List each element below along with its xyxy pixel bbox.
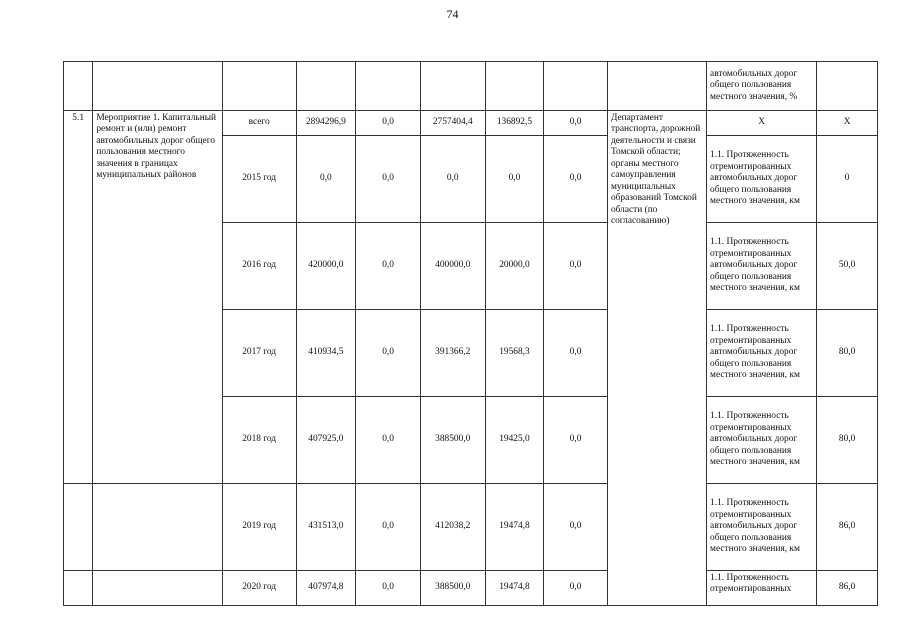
cell-empty (420, 62, 485, 111)
period-cell: 2015 год (222, 136, 296, 223)
cell-empty (544, 62, 608, 111)
period-cell: 2016 год (222, 223, 296, 310)
indicator-value: 86,0 (817, 571, 878, 606)
value-cell: 0,0 (356, 484, 421, 571)
value-cell: 2757404,4 (420, 111, 485, 136)
value-cell: 388500,0 (420, 397, 485, 484)
cell-empty (64, 62, 93, 111)
value-cell: 19568,3 (485, 310, 544, 397)
indicator-cell: автомобильных дорог общего пользования местного значения, % (707, 62, 817, 111)
period-cell: 2018 год (222, 397, 296, 484)
indicator-value: 50,0 (817, 223, 878, 310)
table-row-continuation (64, 62, 878, 111)
responsible-executor: Департамент транспорта, дорожной деятельности и связи Томской области; органы местного самоуправления муниципальных образований Томской области (по согласованию) (607, 111, 706, 606)
cell-empty (485, 62, 544, 111)
indicator-value: 80,0 (817, 310, 878, 397)
value-cell: 0,0 (544, 136, 608, 223)
value-cell: 0,0 (485, 136, 544, 223)
total-cell: 420000,0 (296, 223, 356, 310)
value-cell: 0,0 (356, 136, 421, 223)
cell-empty (222, 62, 296, 111)
measure-name: Мероприятие 1. Капитальный ремонт и (или) ремонт автомобильных дорог общего пользования местного значения в границах муниципальных районов (93, 111, 222, 484)
value-cell: 19425,0 (485, 397, 544, 484)
value-cell: 0,0 (356, 310, 421, 397)
total-cell: 407974,8 (296, 571, 356, 606)
cell-empty (296, 62, 356, 111)
value-cell: 0,0 (544, 484, 608, 571)
value-cell: 19474,8 (485, 484, 544, 571)
value-cell: 0,0 (420, 136, 485, 223)
period-cell: всего (222, 111, 296, 136)
table-row (64, 484, 878, 571)
value-cell: 0,0 (544, 397, 608, 484)
cell-empty (93, 571, 222, 606)
indicator-value: 80,0 (817, 397, 878, 484)
value-cell: 391366,2 (420, 310, 485, 397)
page-number: 74 (446, 7, 459, 21)
value-cell: 0,0 (356, 111, 421, 136)
total-cell: 431513,0 (296, 484, 356, 571)
total-cell: 0,0 (296, 136, 356, 223)
indicator-cell: 1.1. Протяженность отремонтированных автомобильных дорог общего пользования местного значения, км (707, 223, 817, 310)
period-cell: 2019 год (222, 484, 296, 571)
cell-empty (93, 62, 222, 111)
value-cell: 136892,5 (485, 111, 544, 136)
value-cell: 0,0 (544, 111, 608, 136)
total-cell: 407925,0 (296, 397, 356, 484)
indicator-cell: 1.1. Протяженность отремонтированных (707, 571, 817, 606)
value-cell: 0,0 (544, 223, 608, 310)
period-cell: 2017 год (222, 310, 296, 397)
period-cell: 2020 год (222, 571, 296, 606)
total-cell: 2894296,9 (296, 111, 356, 136)
value-cell: 0,0 (356, 223, 421, 310)
table-row (64, 571, 878, 606)
indicator-value: Х (817, 111, 878, 136)
table-row (64, 111, 878, 136)
cell-empty (64, 571, 93, 606)
value-cell: 19474,8 (485, 571, 544, 606)
value-cell: 0,0 (356, 397, 421, 484)
cell-empty (64, 484, 93, 571)
cell-empty (607, 62, 706, 111)
indicator-value: 86,0 (817, 484, 878, 571)
cell-empty (817, 62, 878, 111)
value-cell: 0,0 (356, 571, 421, 606)
indicator-value: 0 (817, 136, 878, 223)
value-cell: 388500,0 (420, 571, 485, 606)
cell-empty (93, 484, 222, 571)
program-table (63, 61, 878, 606)
indicator-cell: 1.1. Протяженность отремонтированных автомобильных дорог общего пользования местного значения, км (707, 484, 817, 571)
indicator-cell: Х (707, 111, 817, 136)
indicator-cell: 1.1. Протяженность отремонтированных автомобильных дорог общего пользования местного значения, км (707, 397, 817, 484)
value-cell: 412038,2 (420, 484, 485, 571)
value-cell: 20000,0 (485, 223, 544, 310)
value-cell: 0,0 (544, 310, 608, 397)
cell-empty (356, 62, 421, 111)
total-cell: 410934,5 (296, 310, 356, 397)
value-cell: 400000,0 (420, 223, 485, 310)
indicator-cell: 1.1. Протяженность отремонтированных автомобильных дорог общего пользования местного значения, км (707, 310, 817, 397)
value-cell: 0,0 (544, 571, 608, 606)
measure-number: 5.1 (64, 111, 93, 484)
indicator-cell: 1.1. Протяженность отремонтированных автомобильных дорог общего пользования местного значения, км (707, 136, 817, 223)
